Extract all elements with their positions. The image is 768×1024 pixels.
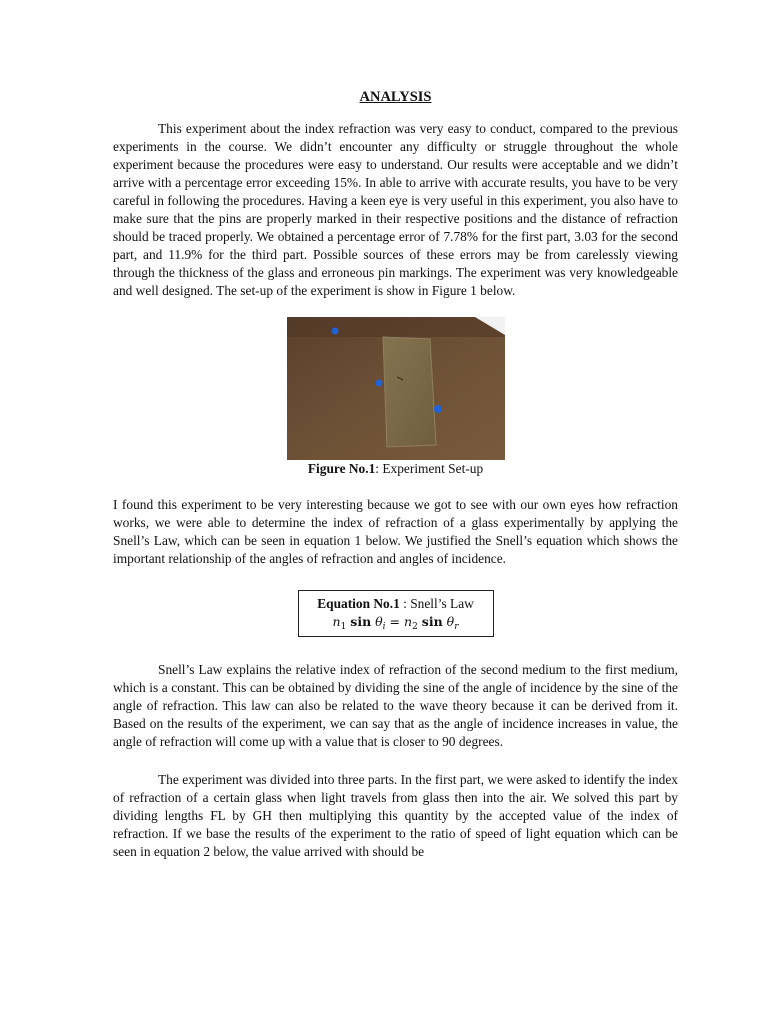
eq-sin-1: sin xyxy=(350,614,372,629)
figure-label: Figure No.1 xyxy=(307,461,376,476)
eq-sin-2: sin xyxy=(421,614,443,629)
snells-law-formula xyxy=(299,613,493,631)
figure-1 xyxy=(113,317,678,478)
eq-theta-r-sub: r xyxy=(454,622,459,632)
experiment-setup-image xyxy=(287,317,505,460)
document-page xyxy=(113,88,678,861)
eq-n2-sub: 2 xyxy=(412,622,418,632)
equation-1-wrap xyxy=(113,590,678,637)
eq-theta-i-sub: i xyxy=(382,622,386,632)
paragraph-1: This experiment about the index refraction was very easy to conduct, compared to the previous experiments in the course. We didn’t encounter any difficulty or struggle throughout the whole experiment because the procedures were easy to understand. Our results were acceptable and we didn’t arrive with a percentage error exceeding 15%. In able to arrive with accurate results, you have to be very careful in following the procedures. Having a keen eye is very useful in this experiment, you also have to make sure that the pins are properly marked in their respective positions and the distance of refraction should be traced properly. We obtained a percentage error of 7.78% for the first part, 3.03 for the second part, and 11.9% for the third part. Possible sources of these errors may be from carelessly viewing through the thickness of the glass and erroneous pin markings. The experiment was very knowledgeable and well designed. The set-up of the experiment is show in Figure 1 below. xyxy=(113,121,678,298)
eq-n2: n xyxy=(404,614,413,629)
experiment-setup-photo xyxy=(287,317,505,460)
eq-theta-r: θ xyxy=(446,614,455,629)
paragraph-3: Snell’s Law explains the relative index of refraction of the second medium to the first medium, which is a constant. This can be obtained by dividing the sine of the angle of incidence by the sine of the angle of refraction. This law can also be related to the wave theory because it can be derived from it. Based on the results of the experiment, we can say that as the angle of incidence increases in value, the angle of refraction will come up with a value that is closer to 90 degrees. xyxy=(113,662,678,749)
svg-text:·: · xyxy=(444,384,447,391)
equation-label: Equation No.1 xyxy=(317,596,400,611)
eq-n1-sub: 1 xyxy=(340,622,347,632)
paragraph-2: I found this experiment to be very interesting because we got to see with our own eyes how refraction works, we were able to determine the index of refraction of a glass experimentally by applying the Snell’s Law, which can be seen in equation 1 below. We justified the Snell’s equation which shows the important relationship of the angles of refraction and angles of incidence. xyxy=(113,497,678,566)
equation-title xyxy=(299,595,493,613)
eq-equals: = xyxy=(389,614,401,629)
eq-theta-i: θ xyxy=(375,614,383,629)
figure-caption-text: : Experiment Set-up xyxy=(375,461,484,476)
eq-n1: n xyxy=(332,614,341,629)
section-heading: ANALYSIS xyxy=(359,89,432,105)
equation-title-text: : Snell’s Law xyxy=(399,596,474,611)
figure-caption xyxy=(308,460,483,478)
paragraph-4: The experiment was divided into three parts. In the first part, we were asked to identify the index of refraction of a certain glass when light travels from glass then into the air. We solved this part by dividing lengths FL by GH then multiplying this quantity by the accepted value of the index of refraction. If we base the results of the experiment to the ratio of speed of light equation which can be seen in equation 2 below, the value arrived with should be xyxy=(113,772,678,859)
equation-box xyxy=(298,590,494,637)
